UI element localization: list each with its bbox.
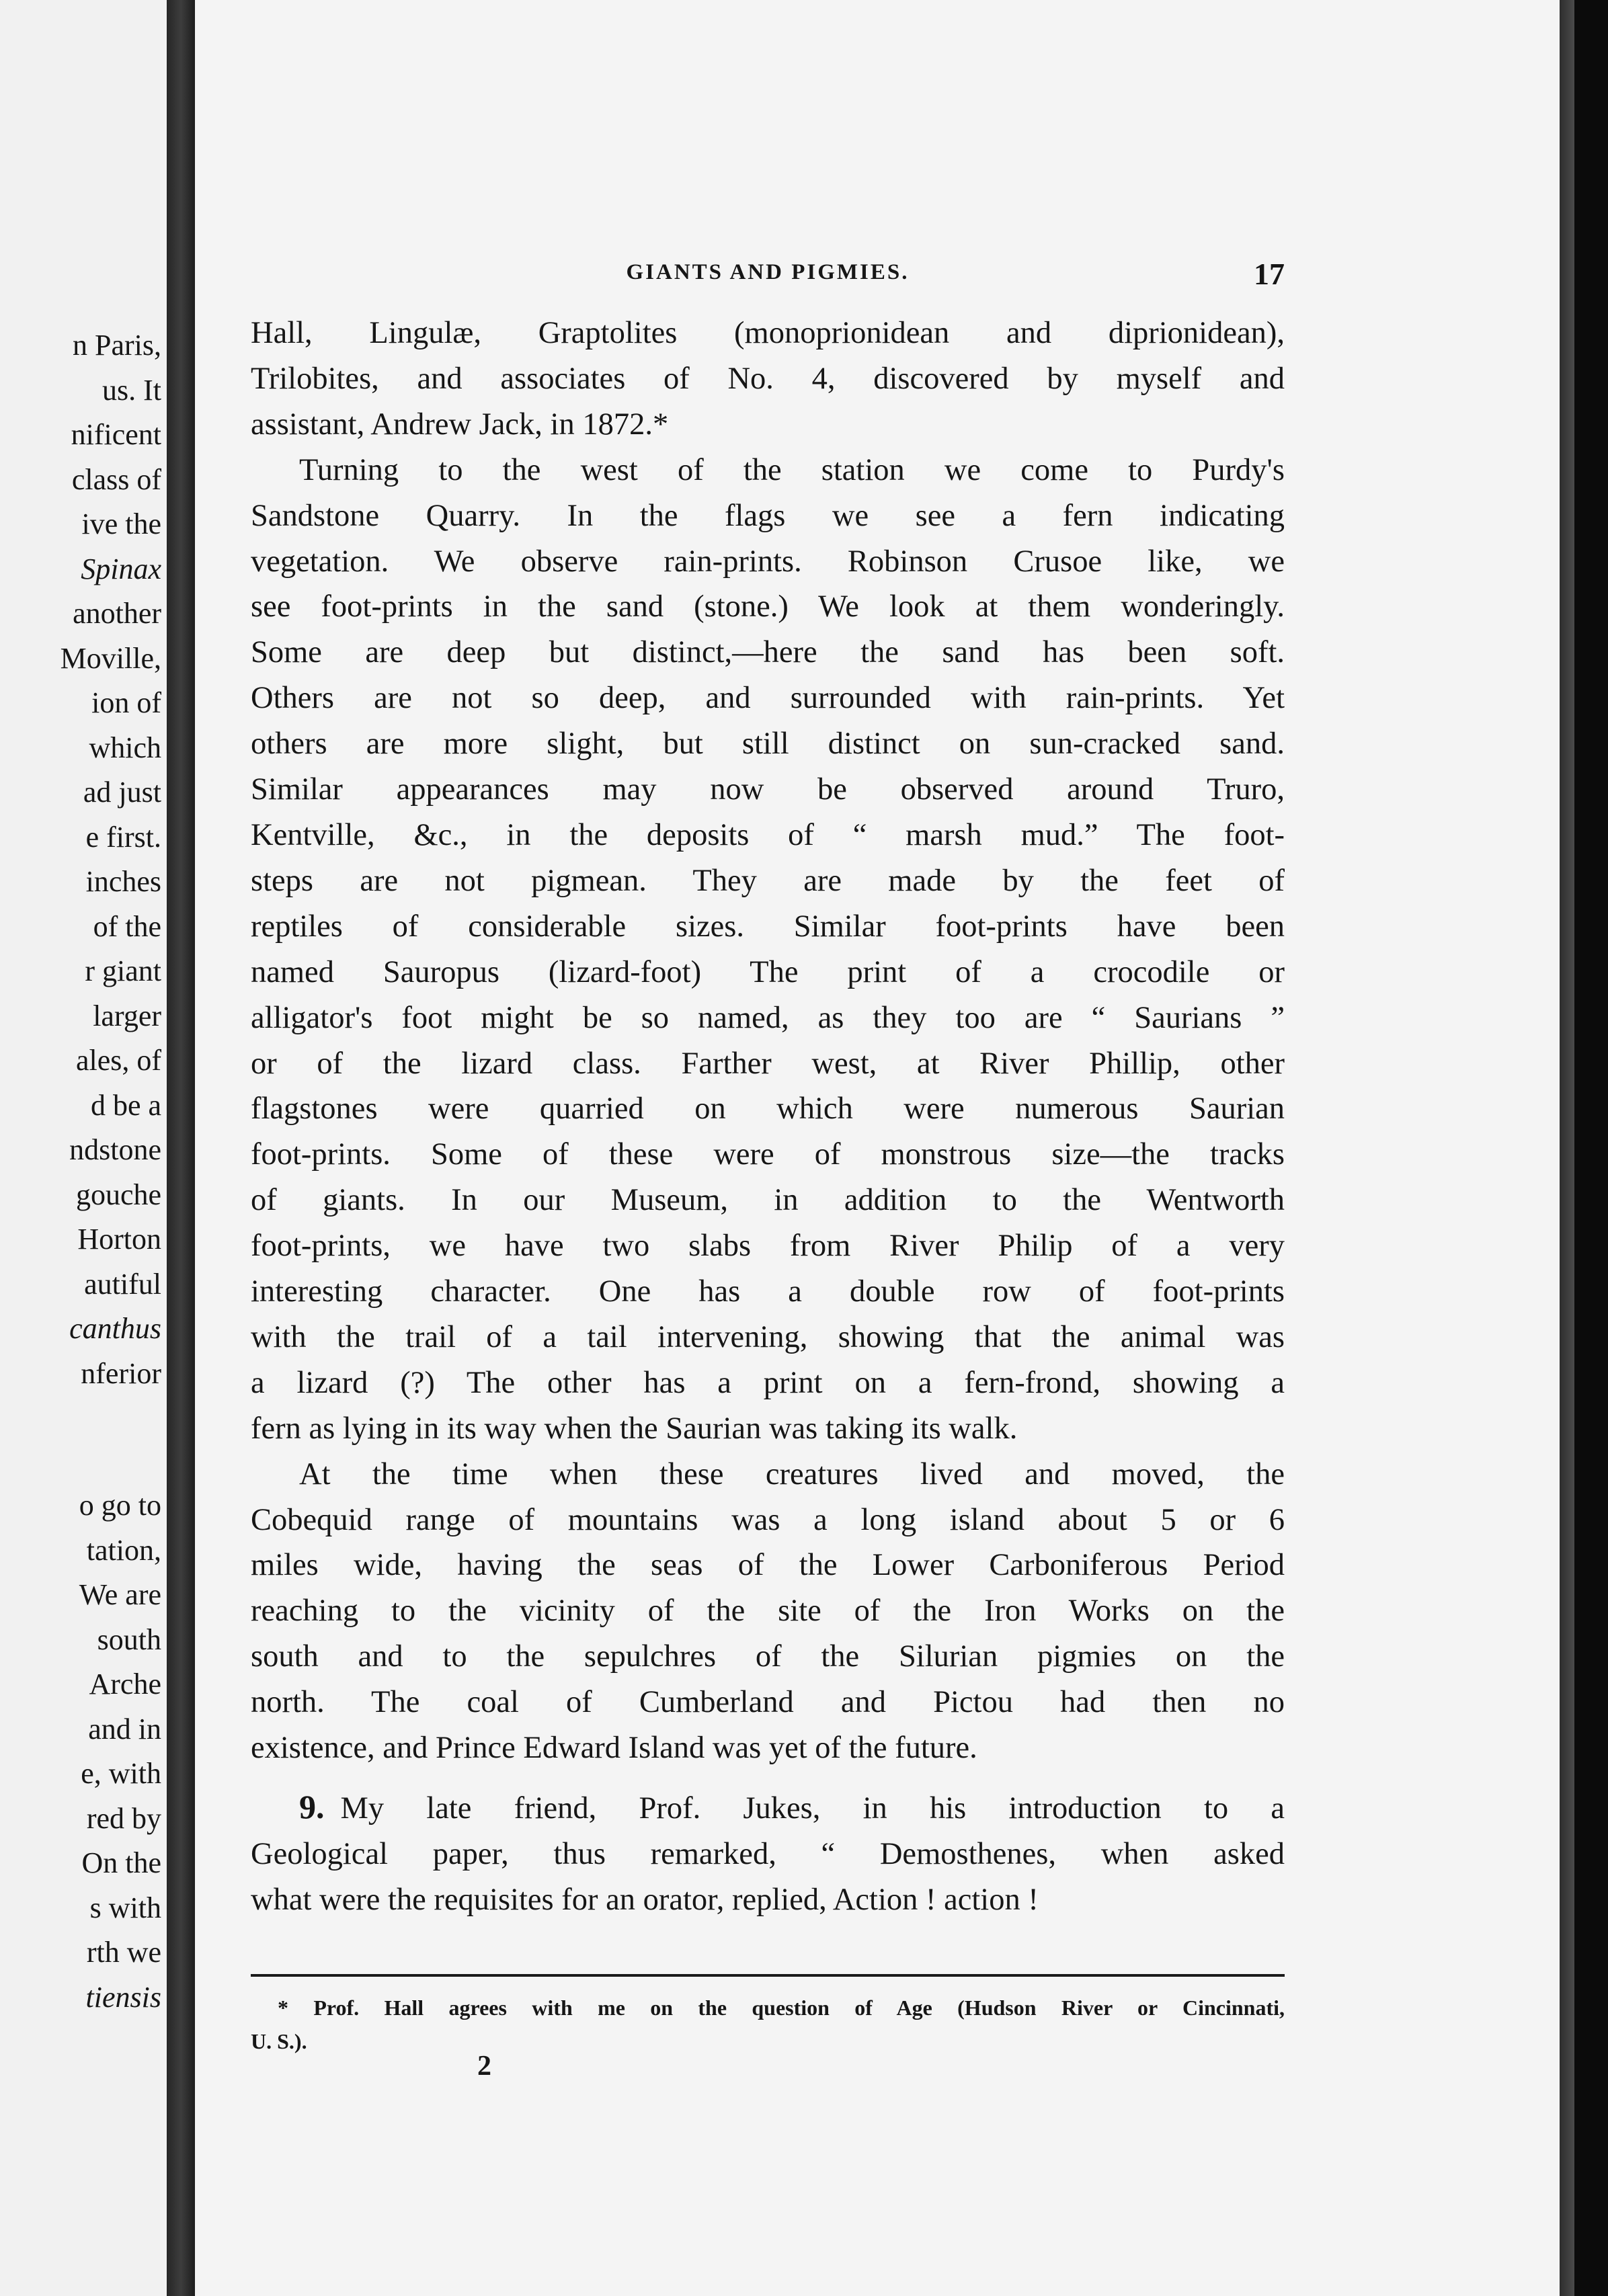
left-page-line: n Paris, — [73, 329, 161, 362]
left-page-line: ion of — [91, 686, 161, 719]
text-line: Others are not so deep, and surrounded with rain-prints. Yet — [251, 681, 1285, 716]
signature-mark: 2 — [477, 2051, 491, 2082]
footnote-rule — [251, 1974, 1285, 1977]
text-line: Similar appearances may now be observed around Truro, — [251, 772, 1285, 807]
left-page-line: gouche — [75, 1178, 161, 1211]
text-line: of giants. In our Museum, in addition to the Wentworth — [251, 1183, 1285, 1218]
paragraph-4 — [251, 1785, 1285, 1923]
text-line: interesting character. One has a double row of foot-prints — [251, 1274, 1285, 1309]
left-page-line: inches — [85, 865, 161, 898]
left-page-line: Spinax — [81, 552, 161, 585]
text-line: named Sauropus (lizard-foot) The print of a crocodile or — [251, 954, 1285, 989]
left-page — [0, 0, 167, 2296]
text-line: others are more slight, but still distinct on sun-cracked sand. — [251, 727, 1285, 762]
paragraph-1 — [251, 311, 1285, 448]
text-line: foot-prints, we have two slabs from River Philip of a very — [251, 1229, 1285, 1264]
left-page-line: tation, — [86, 1533, 161, 1567]
left-page-line: e first. — [85, 820, 161, 854]
text-line: steps are not pigmean. They are made by the feet of — [251, 863, 1285, 898]
left-page-line: Moville, — [60, 641, 161, 675]
text-line: miles wide, having the seas of the Lower Carboniferous Period — [251, 1548, 1285, 1583]
text-line: Geological paper, thus remarked, “ Demosthenes, when asked — [251, 1836, 1285, 1871]
text-line: vegetation. We observe rain-prints. Robinson Crusoe like, we — [251, 544, 1285, 579]
text-line: Turning to the west of the station we come to Purdy's — [299, 452, 1285, 487]
text-line: Cobequid range of mountains was a long island about 5 or 6 — [251, 1502, 1285, 1537]
text-line: existence, and Prince Edward Island was yet of the future. — [251, 1731, 977, 1766]
running-head — [251, 257, 1285, 294]
page — [195, 0, 1560, 2296]
left-page-line: Arche — [89, 1668, 161, 1700]
left-page-line: of the — [93, 909, 161, 943]
left-page-line: south — [97, 1623, 161, 1656]
left-page-line: canthus — [69, 1312, 161, 1345]
text-line: Hall, Lingulæ, Graptolites (monoprionidean and diprionidean), — [251, 316, 1285, 350]
text-line: fern as lying in its way when the Saurian was taking its walk. — [251, 1411, 1018, 1446]
left-page-line: s with — [89, 1891, 161, 1924]
left-page-line: ndstone — [69, 1133, 161, 1166]
text-line-rest: My late friend, Prof. Jukes, in his introduction to a — [340, 1791, 1285, 1826]
paragraph-gap — [251, 1771, 1285, 1785]
footnote-line-2: U. S.). — [251, 2029, 307, 2053]
left-page-line: larger — [93, 999, 161, 1032]
footnote-line-1: * Prof. Hall agrees with me on the question of Age (Hudson River or Cincinnati, — [278, 1996, 1285, 2020]
text-line: north. The coal of Cumberland and Pictou had then no — [251, 1685, 1285, 1720]
left-page-line: tiensis — [85, 1980, 161, 2014]
text-line: reptiles of considerable sizes. Similar foot-prints have been — [251, 909, 1285, 944]
text-line: what were the requisites for an orator, replied, Action ! action ! — [251, 1882, 1039, 1917]
left-page-line: e, with — [81, 1757, 161, 1790]
scan-border — [1574, 0, 1608, 2296]
text-line: Sandstone Quarry. In the flags we see a fern indicating — [251, 498, 1285, 533]
paragraph-2 — [251, 448, 1285, 1452]
text-line: south and to the sepulchres of the Silurian pigmies on the — [251, 1639, 1285, 1674]
left-page-line: another — [73, 597, 161, 630]
text-line: with the trail of a tail intervening, showing that the animal was — [251, 1319, 1285, 1354]
text-line: Some are deep but distinct,—here the sand has been soft. — [251, 635, 1285, 670]
text-line: assistant, Andrew Jack, in 1872.* — [251, 407, 669, 442]
left-page-line: ales, of — [75, 1044, 161, 1077]
text-line: Trilobites, and associates of No. 4, discovered by myself and — [251, 361, 1285, 396]
text-line: At the time when these creatures lived and moved, the — [299, 1457, 1285, 1491]
text-line: reaching to the vicinity of the site of the Iron Works on the — [251, 1594, 1285, 1629]
left-page-line: We are — [79, 1578, 161, 1611]
body-text — [251, 311, 1285, 1923]
left-page-line: autiful — [84, 1267, 161, 1301]
left-page-line: On the — [81, 1846, 161, 1879]
paragraph-3 — [251, 1452, 1285, 1771]
page-edge-shadow — [1560, 0, 1574, 2296]
text-line — [251, 1785, 1285, 1832]
left-page-line: o go to — [79, 1489, 161, 1522]
page-number: 17 — [1254, 257, 1285, 291]
left-page-line: red by — [86, 1801, 161, 1835]
text-line: foot-prints. Some of these were of monstrous size—the tracks — [251, 1137, 1285, 1172]
text-line: a lizard (?) The other has a print on a fern-frond, showing a — [251, 1365, 1285, 1400]
left-page-line: ive the — [81, 507, 161, 540]
text-line: Kentville, &c., in the deposits of “ marsh mud.” The foot- — [251, 817, 1285, 852]
left-page-line: nificent — [71, 418, 161, 451]
text-line: or of the lizard class. Farther west, at River Phillip, other — [251, 1046, 1285, 1081]
text-line: alligator's foot might be so named, as they too are “ Saurians ” — [251, 1000, 1285, 1035]
left-page-line: and in — [88, 1712, 161, 1746]
left-page-line: Horton — [77, 1223, 161, 1256]
footnote — [251, 1991, 1285, 2058]
left-page-line: d be a — [90, 1088, 161, 1122]
left-page-line: nferior — [81, 1356, 161, 1390]
left-page-line: r giant — [85, 954, 161, 987]
left-page-line: us. It — [102, 373, 161, 407]
text-line: see foot-prints in the sand (stone.) We look at them wonderingly. — [251, 589, 1285, 624]
left-page-line: rth we — [86, 1936, 161, 1969]
section-number: 9. — [299, 1788, 325, 1826]
left-page-line: class of — [71, 462, 161, 496]
left-page-line: which — [89, 731, 161, 764]
book-gutter — [167, 0, 195, 2296]
running-title: GIANTS AND PIGMIES. — [626, 260, 910, 284]
left-page-line: ad just — [83, 776, 161, 809]
text-line: flagstones were quarried on which were numerous Saurian — [251, 1092, 1285, 1126]
